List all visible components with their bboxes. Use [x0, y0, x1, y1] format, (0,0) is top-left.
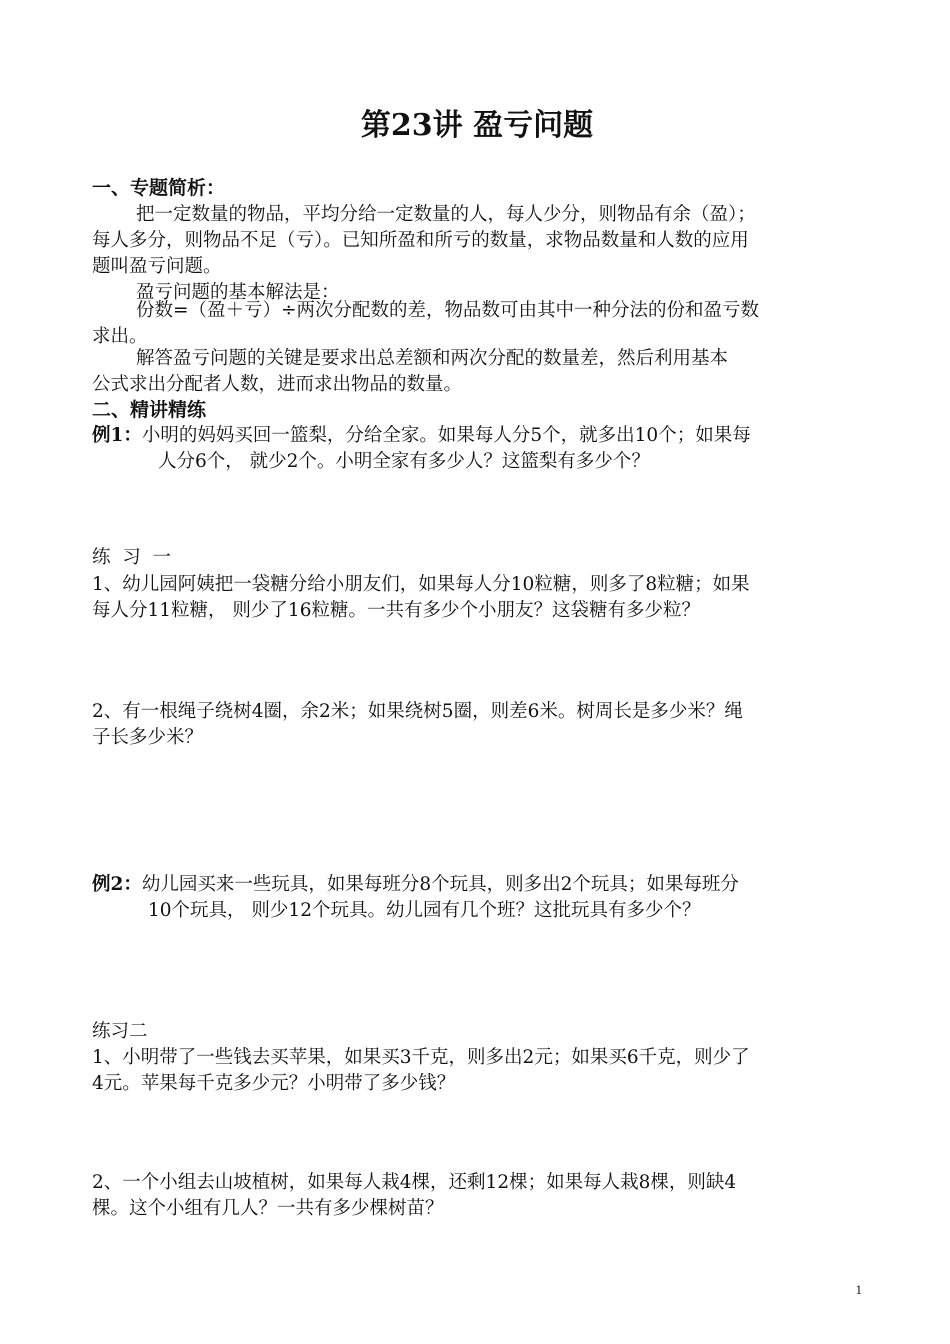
text-line: 棵。这个小组有几人？一共有多少棵树苗？ — [92, 1198, 444, 1219]
paragraph-key-point — [92, 346, 862, 398]
text-line: 子长多少米？ — [92, 727, 204, 748]
page-title: 第23讲 盈亏问题 — [360, 108, 594, 143]
text-line: 2、一个小组去山坡植树，如果每人栽4棵，还剩12棵；如果每人栽8棵，则缺4 — [92, 1172, 737, 1193]
practice-1-question-2 — [92, 699, 862, 751]
text-line: 4元。苹果每千克多少元？小明带了多少钱？ — [92, 1073, 456, 1094]
example-2 — [92, 872, 862, 924]
text-line: 1、幼儿园阿姨把一袋糖分给小朋友们，如果每人分10粒糖，则多了8粒糖；如果 — [92, 574, 750, 595]
example-label: 例2： — [92, 874, 142, 895]
text-line: 幼儿园买来一些玩具，如果每班分8个玩具，则多出2个玩具；如果每班分 — [141, 874, 739, 895]
example-label: 例1： — [92, 425, 142, 446]
practice-1-question-1 — [92, 572, 862, 624]
paragraph-definition — [92, 202, 862, 280]
text-line: 每人分11粒糖， 则少了16粒糖。一共有多少个小朋友？这袋糖有多少粒？ — [92, 600, 700, 621]
text-line: 2、有一根绳子绕树4圈，余2米；如果绕树5圈，则差6米。树周长是多少米？绳 — [92, 701, 743, 722]
text-line: 练习二 — [92, 1021, 148, 1042]
text-line: 每人多分，则物品不足（亏）。已知所盈和所亏的数量，求物品数量和人数的应用 — [92, 230, 749, 251]
paragraph-formula — [92, 298, 862, 350]
section-heading-practice: 二、精讲精练 — [92, 399, 207, 421]
text-line: 求出。 — [92, 326, 148, 347]
text-line: 练 习 一 — [92, 547, 172, 568]
text-line: 解答盈亏问题的关键是要求出总差额和两次分配的数量差，然后利用基本 — [136, 348, 729, 369]
text-line: 10个玩具， 则少12个玩具。幼儿园有几个班？这批玩具有多少个？ — [148, 900, 701, 921]
section-heading-overview: 一、专题简析： — [92, 177, 226, 199]
practice-2-label — [92, 1019, 862, 1045]
practice-2-question-1 — [92, 1045, 862, 1097]
text-line: 人分6个， 就少2个。小明全家有多少人？这篮梨有多少个？ — [158, 451, 650, 472]
example-1 — [92, 423, 862, 475]
text-line: 题叫盈亏问题。 — [92, 256, 222, 277]
text-line: 盈亏问题的基本解法是： — [136, 282, 340, 303]
text-line: 1、小明带了一些钱去买苹果，如果买3千克，则多出2元；如果买6千克，则少了 — [92, 1047, 750, 1068]
text-line: 小明的妈妈买回一篮梨，分给全家。如果每人分5个，就多出10个；如果每 — [141, 425, 751, 446]
page-number: 1 — [855, 1282, 862, 1297]
text-line: 把一定数量的物品，平均分给一定数量的人，每人少分，则物品有余（盈）； — [136, 204, 756, 225]
text-line: 公式求出分配者人数，进而求出物品的数量。 — [92, 374, 463, 395]
practice-2-question-2 — [92, 1170, 862, 1222]
practice-1-label — [92, 545, 862, 571]
text-line: 份数=（盈＋亏）÷两次分配数的差，物品数可由其中一种分法的份和盈亏数 — [136, 300, 760, 321]
